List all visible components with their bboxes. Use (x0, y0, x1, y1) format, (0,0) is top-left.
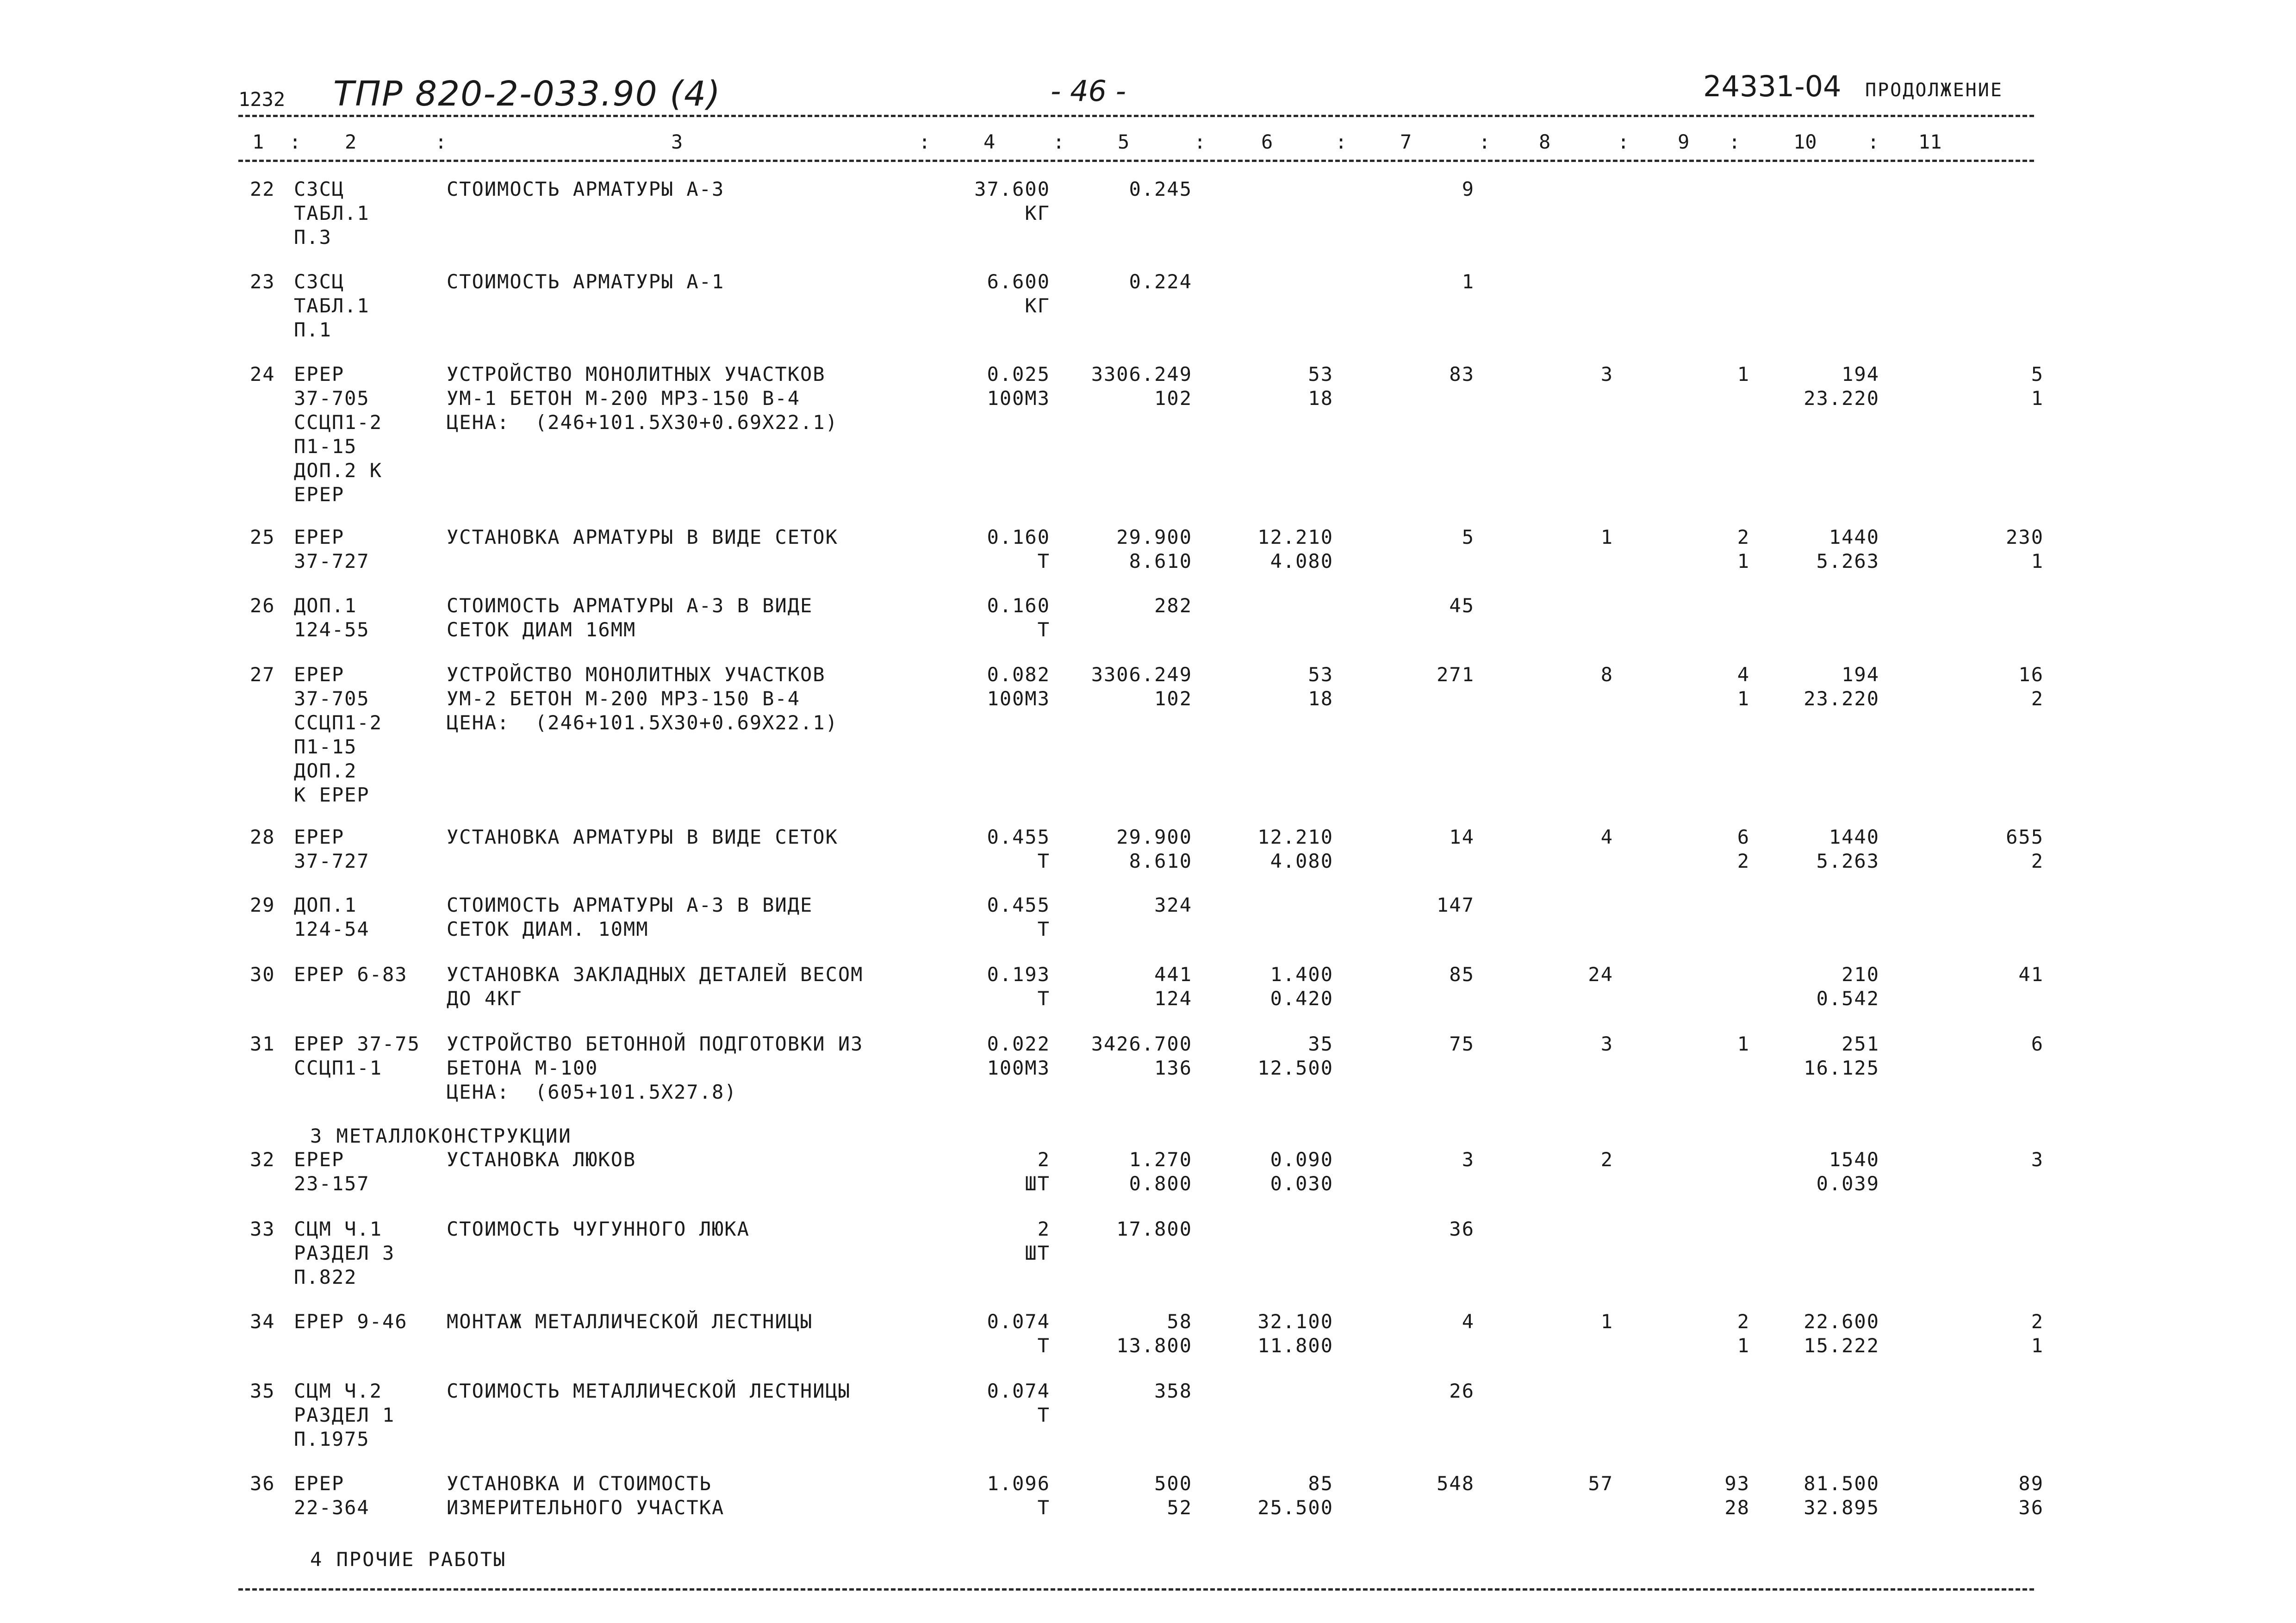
col-11: 6 (2031, 1032, 2044, 1055)
work-name: УСТРОЙСТВО БЕТОННОЙ ПОДГОТОВКИ ИЗ БЕТОНА М-100 ЦЕНА: (605+101.5Х27.8) (447, 1032, 864, 1103)
col-7: 85 (1449, 963, 1475, 986)
unit-price: 0.224 (1129, 270, 1192, 293)
unit-price: 29.900 8.610 (1116, 526, 1192, 572)
col-6: 35 12.500 (1257, 1032, 1333, 1079)
row-number: 24 (250, 363, 275, 386)
work-name: УСТАНОВКА АРМАТУРЫ В ВИДЕ СЕТОК (447, 826, 838, 848)
work-name: СТОИМОСТЬ АРМАТУРЫ А-3 В ВИДЕ СЕТОК ДИАМ 16ММ (447, 594, 813, 641)
row-number: 30 (250, 963, 275, 986)
price-code: ЕРЕР 37-75 ССЦП1-1 (294, 1032, 420, 1079)
col-7: 548 (1437, 1472, 1475, 1495)
bottom-rule (238, 1588, 2034, 1591)
col-8: 2 (1600, 1148, 1613, 1171)
unit-price: 358 (1154, 1380, 1192, 1402)
col-7: 45 (1449, 594, 1475, 617)
col-6: 32.100 11.800 (1257, 1310, 1333, 1357)
col-8: 24 (1588, 963, 1613, 986)
header-rule (238, 160, 2034, 162)
price-code: ЕРЕР 37-727 (294, 826, 370, 872)
work-name: СТОИМОСТЬ АРМАТУРЫ А-3 (447, 178, 725, 200)
col-7: 1 (1462, 270, 1475, 293)
col-10: 194 23.220 (1804, 663, 1879, 710)
quantity: 0.160 Т (987, 594, 1050, 641)
work-name: УСТАНОВКА ЗАКЛАДНЫХ ДЕТАЛЕЙ ВЕСОМ ДО 4КГ (447, 963, 864, 1010)
col-6: 1.400 0.420 (1270, 963, 1333, 1010)
col-8: 4 (1600, 826, 1613, 848)
row-number: 33 (250, 1218, 275, 1240)
col-11: 5 1 (2031, 363, 2044, 410)
album-number: 24331-04 (1703, 69, 1842, 103)
unit-price: 324 (1154, 894, 1192, 916)
document-code: ТПР 820-2-033.90 (4) (333, 74, 721, 114)
column-number: 5 (1118, 131, 1130, 153)
col-8: 57 (1588, 1472, 1613, 1495)
row-number: 36 (250, 1472, 275, 1495)
quantity: 0.082 100М3 (987, 663, 1050, 710)
unit-price: 17.800 (1116, 1218, 1192, 1240)
col-8: 8 (1600, 663, 1613, 686)
col-10: 194 23.220 (1804, 363, 1879, 410)
col-11: 2 1 (2031, 1310, 2044, 1357)
row-number: 35 (250, 1380, 275, 1402)
quantity: 0.074 Т (987, 1380, 1050, 1426)
sheet-number: 1232 (238, 88, 286, 111)
col-11: 3 (2031, 1148, 2044, 1171)
row-number: 28 (250, 826, 275, 848)
quantity: 0.455 Т (987, 894, 1050, 940)
price-code: ЕРЕР 37-727 (294, 526, 370, 572)
col-8: 1 (1600, 526, 1613, 548)
col-7: 9 (1462, 178, 1475, 200)
quantity: 0.074 Т (987, 1310, 1050, 1357)
col-7: 26 (1449, 1380, 1475, 1402)
col-11: 16 2 (2018, 663, 2044, 710)
unit-price: 3426.700 136 (1091, 1032, 1192, 1079)
col-6: 0.090 0.030 (1270, 1148, 1333, 1195)
unit-price: 0.245 (1129, 178, 1192, 200)
unit-price: 1.270 0.800 (1129, 1148, 1192, 1195)
col-6: 53 18 (1308, 663, 1333, 710)
quantity: 2 ШТ (1025, 1218, 1050, 1264)
row-number: 31 (250, 1032, 275, 1055)
unit-price: 282 (1154, 594, 1192, 617)
col-6: 12.210 4.080 (1257, 526, 1333, 572)
column-number: 2 (345, 131, 357, 153)
price-code: ДОП.1 124-54 (294, 894, 370, 940)
col-7: 271 (1437, 663, 1475, 686)
section-heading-other: 4 ПРОЧИЕ РАБОТЫ (310, 1548, 507, 1571)
column-number: 1 (252, 131, 264, 153)
col-9: 1 (1737, 1032, 1750, 1055)
col-11: 89 36 (2018, 1472, 2044, 1519)
column-number: 7 (1400, 131, 1412, 153)
col-11: 655 2 (2006, 826, 2044, 872)
column-number: 4 (983, 131, 996, 153)
col-9: 2 1 (1737, 1310, 1750, 1357)
col-7: 4 (1462, 1310, 1475, 1333)
row-number: 22 (250, 178, 275, 200)
col-8: 3 (1600, 363, 1613, 386)
row-number: 26 (250, 594, 275, 617)
price-code: ЕРЕР 37-705 ССЦП1-2 П1-15 ДОП.2 К ЕРЕР (294, 363, 383, 506)
work-name: СТОИМОСТЬ МЕТАЛЛИЧЕСКОЙ ЛЕСТНИЦЫ (447, 1380, 851, 1402)
col-10: 1440 5.263 (1816, 526, 1879, 572)
quantity: 0.193 Т (987, 963, 1050, 1010)
price-code: ДОП.1 124-55 (294, 594, 370, 641)
price-code: С3СЦ ТАБЛ.1 П.1 (294, 270, 370, 341)
col-10: 22.600 15.222 (1804, 1310, 1879, 1357)
col-7: 3 (1462, 1148, 1475, 1171)
unit-price: 500 52 (1154, 1472, 1192, 1519)
col-6: 85 25.500 (1257, 1472, 1333, 1519)
work-name: УСТРОЙСТВО МОНОЛИТНЫХ УЧАСТКОВ УМ-2 БЕТОН М-200 МРЗ-150 В-4 ЦЕНА: (246+101.5Х30+0.69Х22.1) (447, 663, 838, 734)
col-7: 5 (1462, 526, 1475, 548)
unit-price: 3306.249 102 (1091, 663, 1192, 710)
price-code: ЕРЕР 9-46 (294, 1310, 408, 1333)
col-9: 93 28 (1724, 1472, 1750, 1519)
page-number: - 46 - (1051, 74, 1126, 108)
column-number: 3 (671, 131, 683, 153)
column-number: 9 (1678, 131, 1690, 153)
column-number: 11 (1918, 131, 1942, 153)
section-heading-metal: 3 МЕТАЛЛОКОНСТРУКЦИИ (310, 1125, 572, 1147)
row-number: 25 (250, 526, 275, 548)
column-number: 8 (1539, 131, 1551, 153)
quantity: 37.600 КГ (974, 178, 1050, 224)
price-code: ЕРЕР 6-83 (294, 963, 408, 986)
col-10: 1440 5.263 (1816, 826, 1879, 872)
work-name: УСТАНОВКА ЛЮКОВ (447, 1148, 636, 1171)
col-10: 1540 0.039 (1816, 1148, 1879, 1195)
work-name: СТОИМОСТЬ АРМАТУРЫ А-1 (447, 270, 725, 293)
work-name: УСТАНОВКА АРМАТУРЫ В ВИДЕ СЕТОК (447, 526, 838, 548)
row-number: 34 (250, 1310, 275, 1333)
quantity: 6.600 КГ (987, 270, 1050, 317)
work-name: СТОИМОСТЬ АРМАТУРЫ А-3 В ВИДЕ СЕТОК ДИАМ. 10ММ (447, 894, 813, 940)
col-9: 6 2 (1737, 826, 1750, 872)
col-7: 75 (1449, 1032, 1475, 1055)
col-11: 41 (2018, 963, 2044, 986)
price-code: С3СЦ ТАБЛ.1 П.3 (294, 178, 370, 249)
unit-price: 3306.249 102 (1091, 363, 1192, 410)
col-10: 251 16.125 (1804, 1032, 1879, 1079)
row-number: 32 (250, 1148, 275, 1171)
col-9: 2 1 (1737, 526, 1750, 572)
quantity: 0.022 100М3 (987, 1032, 1050, 1079)
col-8: 1 (1600, 1310, 1613, 1333)
col-8: 3 (1600, 1032, 1613, 1055)
work-name: УСТАНОВКА И СТОИМОСТЬ ИЗМЕРИТЕЛЬНОГО УЧАСТКА (447, 1472, 725, 1519)
column-number: 6 (1261, 131, 1273, 153)
col-7: 14 (1449, 826, 1475, 848)
work-name: УСТРОЙСТВО МОНОЛИТНЫХ УЧАСТКОВ УМ-1 БЕТОН М-200 МРЗ-150 В-4 ЦЕНА: (246+101.5Х30+0.69Х22.1) (447, 363, 838, 434)
col-7: 83 (1449, 363, 1475, 386)
price-code: ЕРЕР 37-705 ССЦП1-2 П1-15 ДОП.2 К ЕРЕР (294, 663, 383, 806)
quantity: 1.096 Т (987, 1472, 1050, 1519)
quantity: 0.025 100М3 (987, 363, 1050, 410)
col-9: 4 1 (1737, 663, 1750, 710)
row-number: 27 (250, 663, 275, 686)
column-header: 1 : 2 : 3 : 4 : 5 : 6 : 7 : 8 : 9 : 10 : 11 (252, 131, 1942, 153)
price-code: СЦМ Ч.2 РАЗДЕЛ 1 П.1975 (294, 1380, 395, 1450)
col-10: 210 0.542 (1816, 963, 1879, 1010)
col-6: 12.210 4.080 (1257, 826, 1333, 872)
quantity: 0.160 Т (987, 526, 1050, 572)
unit-price: 29.900 8.610 (1116, 826, 1192, 872)
col-9: 1 (1737, 363, 1750, 386)
quantity: 0.455 Т (987, 826, 1050, 872)
row-number: 29 (250, 894, 275, 916)
work-name: СТОИМОСТЬ ЧУГУННОГО ЛЮКА (447, 1218, 750, 1240)
continuation-label: ПРОДОЛЖЕНИЕ (1865, 80, 2003, 101)
quantity: 2 ШТ (1025, 1148, 1050, 1195)
work-name: МОНТАЖ МЕТАЛЛИЧЕСКОЙ ЛЕСТНИЦЫ (447, 1310, 813, 1333)
price-code: ЕРЕР 22-364 (294, 1472, 370, 1519)
unit-price: 441 124 (1154, 963, 1192, 1010)
row-number: 23 (250, 270, 275, 293)
column-number: 10 (1793, 131, 1817, 153)
price-code: СЦМ Ч.1 РАЗДЕЛ 3 П.822 (294, 1218, 395, 1288)
col-6: 53 18 (1308, 363, 1333, 410)
col-10: 81.500 32.895 (1804, 1472, 1879, 1519)
top-rule (238, 115, 2034, 117)
unit-price: 58 13.800 (1116, 1310, 1192, 1357)
col-7: 147 (1437, 894, 1475, 916)
price-code: ЕРЕР 23-157 (294, 1148, 370, 1195)
col-7: 36 (1449, 1218, 1475, 1240)
col-11: 230 1 (2006, 526, 2044, 572)
